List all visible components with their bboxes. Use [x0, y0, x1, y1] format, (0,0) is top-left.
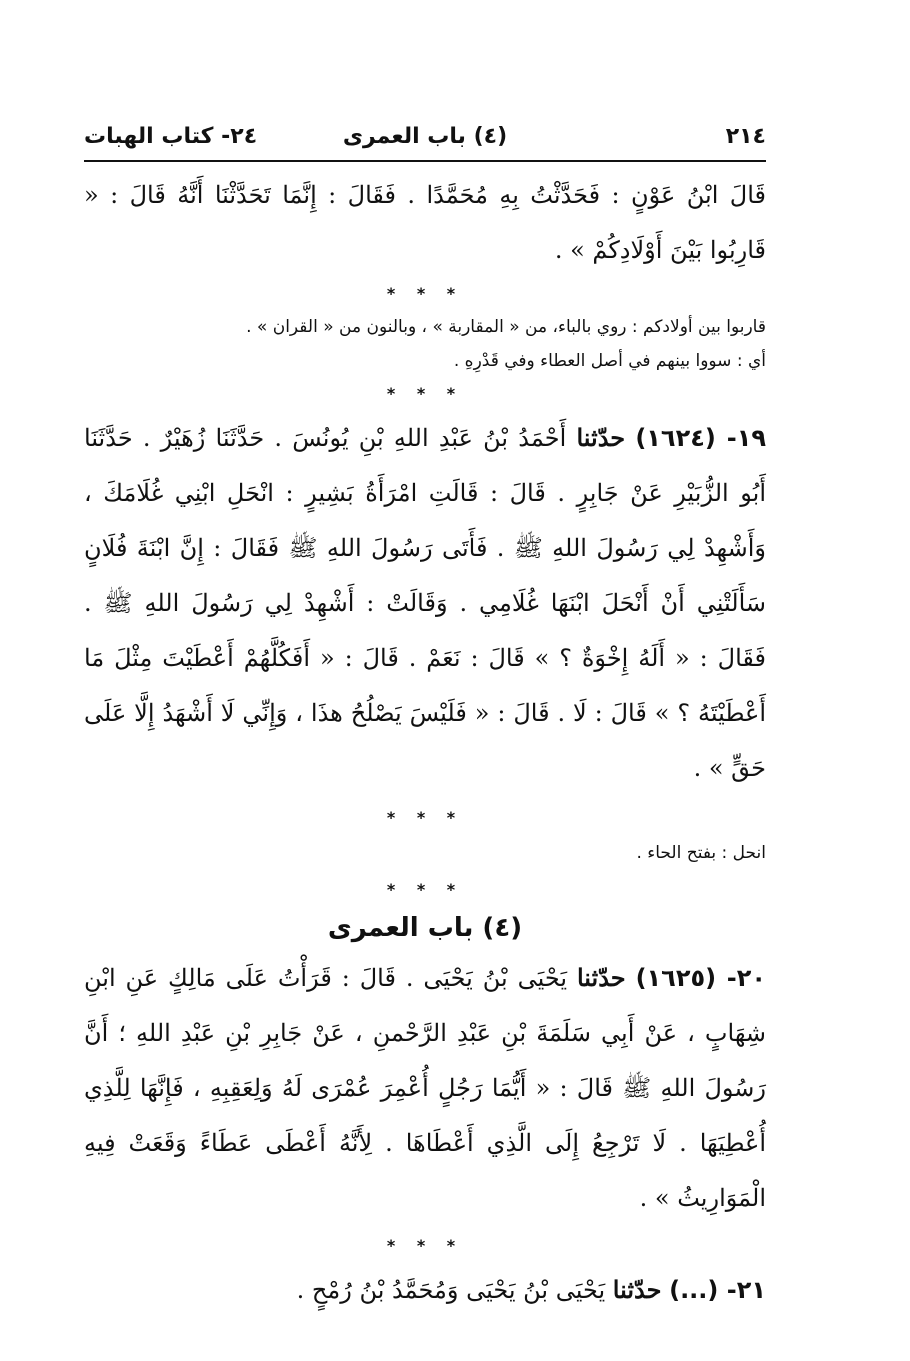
narration-continuation: قَالَ ابْنُ عَوْنٍ : فَحَدَّثْتُ بِهِ مُحَمَّدًا . فَقَالَ : إِنَّمَا تَحَدَّثْنَا أَنَّهُ قَالَ : « قَارِبُوا بَيْنَ أَوْلَادِكُمْ » .	[84, 181, 766, 264]
commentary-line: انحل : بفتح الحاء .	[636, 843, 766, 863]
section-separator: * * *	[386, 880, 464, 899]
hadith-number: ٢٠- (١٦٢٥)	[635, 964, 766, 992]
section-separator: * * *	[386, 1236, 464, 1255]
hadith-text: يَحْيَى بْنُ يَحْيَى . قَالَ : قَرَأْتُ عَلَى مَالِكٍ عَنِ ابْنِ شِهَابٍ ، عَنْ أَبِي سَلَمَةَ بْنِ عَبْدِ الرَّحْمنِ ، عَنْ جَابِرِ بْنِ عَبْدِ اللهِ ؛ أَنَّ رَسُولَ اللهِ ﷺ قَالَ : « أَيُّمَا رَجُلٍ أُعْمِرَ عُمْرَى لَهُ وَلِعَقِبِهِ ، فَإِنَّهَا لِلَّذِي أُعْطِيَهَا . لَا تَرْجِعُ إِلَى الَّذِي أَعْطَاهَا . لِأَنَّهُ أَعْطَى عَطَاءً وَقَعَتْ فِيهِ الْمَوَارِيثُ » .	[84, 964, 766, 1212]
header-divider	[84, 160, 766, 162]
page-header	[84, 118, 766, 158]
hadith-19	[84, 410, 766, 796]
hadith-opening: حدّثنا	[612, 1275, 662, 1304]
hadith-opening: حدّثنا	[576, 963, 626, 992]
running-chapter-title: (٤) باب العمرى	[342, 124, 508, 149]
hadith-20	[84, 950, 766, 1226]
chapter-heading: (٤) باب العمرى	[327, 913, 523, 943]
section-separator: * * *	[386, 284, 464, 303]
hadith-21	[84, 1262, 766, 1318]
commentary-note	[84, 310, 766, 378]
section-separator: * * *	[386, 808, 464, 827]
hadith-text: يَحْيَى بْنُ يَحْيَى وَمُحَمَّدُ بْنُ رُمْحٍ .	[296, 1276, 606, 1304]
hadith-number: ١٩- (١٦٢٤)	[635, 424, 767, 452]
commentary-line: قاربوا بين أولادكم : روي بالباء، من « المقاربة » ، وبالنون من « القران » .	[246, 317, 766, 337]
commentary-line: أي : سووا بينهم في أصل العطاء وفي قَدْرِهِ .	[453, 351, 766, 371]
section-separator: * * *	[386, 384, 464, 403]
hadith-opening: حدّثنا	[576, 423, 626, 452]
running-book-title: ٢٤- كتاب الهبات	[84, 124, 258, 149]
page-body	[84, 168, 766, 1318]
hadith-text: أَحْمَدُ بْنُ عَبْدِ اللهِ بْنِ يُونُسَ . حَدَّثَنَا زُهَيْرٌ . حَدَّثَنَا أَبُو الزُّبَيْرِ عَنْ جَابِرٍ . قَالَ : قَالَتِ امْرَأَةُ بَشِيرٍ : انْحَلِ ابْنِي غُلَامَكَ ، وَأَشْهِدْ لِي رَسُولَ اللهِ ﷺ . فَأَتَى رَسُولَ اللهِ ﷺ فَقَالَ : إِنَّ ابْنَةَ فُلَانٍ سَأَلَتْنِي أَنْ أَنْحَلَ ابْنَهَا غُلَامِي . وَقَالَتْ : أَشْهِدْ لِي رَسُولَ اللهِ ﷺ . فَقَالَ : « أَلَهُ إِخْوَةٌ ؟ » قَالَ : نَعَمْ . قَالَ : « أَفَكُلَّهُمْ أَعْطَيْتَ مِثْلَ مَا أَعْطَيْتَهُ ؟ » قَالَ : لَا . قَالَ : « فَلَيْسَ يَصْلُحُ هذَا ، وَإِنِّي لَا أَشْهَدُ إِلَّا عَلَى حَقٍّ » .	[84, 424, 766, 782]
hadith-number: ٢١- (...)	[669, 1276, 766, 1304]
commentary-note	[84, 836, 766, 870]
page-number: ٢١٤	[725, 124, 766, 149]
